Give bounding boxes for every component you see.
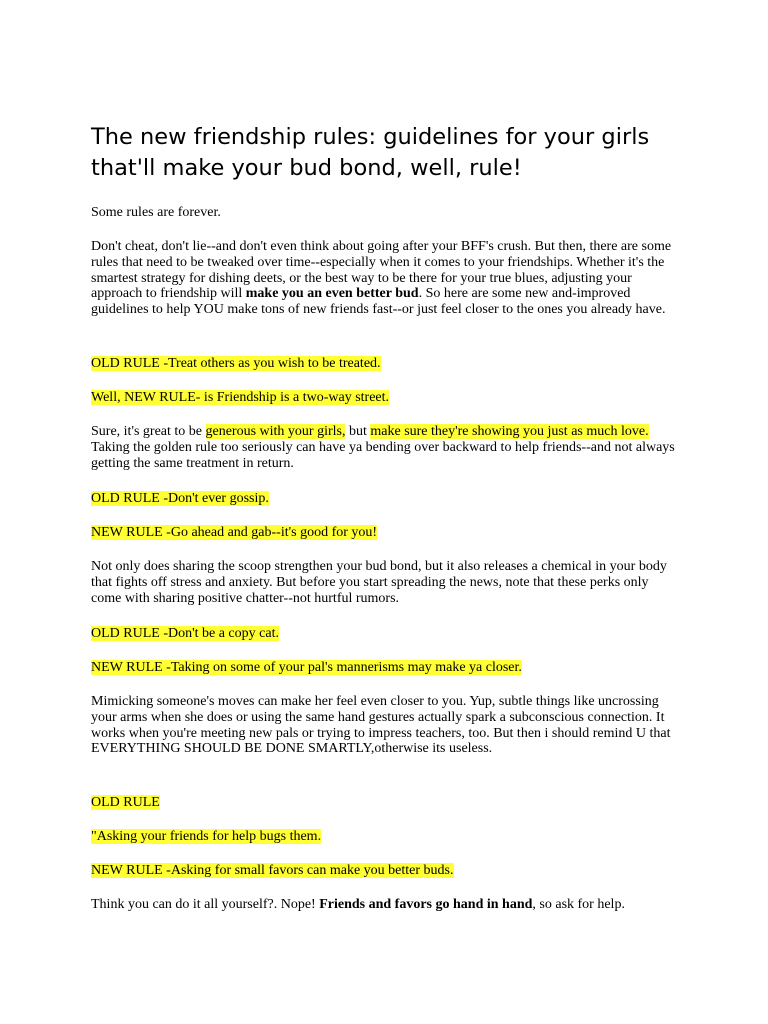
old-rule-2: [91, 491, 681, 507]
old-rule-3: [91, 626, 681, 642]
paragraph-favors: [91, 897, 681, 913]
paragraph-text: Taking the golden rule too seriously can have ya bending over backward to help friends--and not always getting the same treatment in return.: [91, 439, 675, 471]
paragraph-text: ,otherwise its useless.: [370, 741, 493, 757]
paragraph-text: Think you can do it all yourself?. Nope!: [91, 897, 320, 912]
old-rule-2-text: OLD RULE -Don't ever gossip.: [91, 491, 269, 506]
paragraph-text: Don't cheat, don't lie--and don't even think about going after your BFF's crush. But then, there are some rules that need to be tweaked over time--especially when it comes to your friendships. Whether it's the smartest strategy for dishing deets, or the best way to be there for your true blues, adjusting your approach to friendship will: [91, 239, 672, 302]
highlighted-phrase: generous with your girls,: [205, 424, 346, 439]
paragraph-gossip: Not only does sharing the scoop strengthen your bud bond, but it also releases a chemical in your body that fights off stress and anxiety. But before you start spreading the news, note that these perks only come with sharing positive chatter--not hurtful rumors.: [91, 559, 667, 606]
paragraph-text: Sure, it's great to be: [91, 424, 206, 439]
old-rule-1-text: OLD RULE -Treat others as you wish to be treated.: [91, 356, 381, 371]
bold-phrase: Friends and favors go hand in hand: [319, 897, 533, 912]
new-rule-3: [91, 660, 681, 676]
paragraph-text: EVERYTHING SHOULD BE DONE SMARTLY: [91, 741, 371, 757]
paragraph-text: Mimicking someone's moves can make her feel even closer to you. Yup, subtle things like uncrossing your arms when she does or using the same hand gestures actually spark a subconscious connection. It works when you're meeting new pals or trying to impress teachers, too. But then i should remind U that: [91, 694, 671, 741]
document-title: The new friendship rules: guidelines for your girls that'll make your bud bond, well, rule!: [91, 124, 650, 181]
old-rule-4-text: OLD RULE: [91, 795, 160, 810]
new-rule-1-text: Well, NEW RULE- is Friendship is a two-way street.: [91, 390, 390, 405]
paragraph-mimicking: [91, 694, 681, 757]
old-rule-4-quote: [91, 829, 681, 845]
paragraph-golden-rule: [91, 424, 681, 471]
new-rule-2: [91, 525, 681, 541]
new-rule-4: [91, 863, 681, 879]
new-rule-3-text: NEW RULE -Taking on some of your pal's mannerisms may make ya closer.: [91, 660, 522, 675]
old-rule-1: [91, 356, 681, 372]
paragraph-text: . So here are some new and-improved guidelines to help YOU make tons of new friends fast--or just feel closer to the ones you already have.: [91, 286, 666, 318]
new-rule-4-text: NEW RULE -Asking for small favors can make you better buds.: [91, 863, 454, 878]
bold-phrase: make you an even better bud: [245, 286, 419, 302]
paragraph-text: but: [345, 424, 371, 439]
highlighted-phrase: make sure they're showing you just as much love.: [370, 424, 649, 439]
new-rule-1: [91, 390, 681, 406]
paragraph-intro-rules: [91, 239, 681, 318]
intro-paragraph: Some rules are forever.: [91, 205, 221, 220]
old-rule-3-text: OLD RULE -Don't be a copy cat.: [91, 626, 279, 641]
old-rule-4: [91, 795, 681, 811]
old-rule-4-quote-text: "Asking your friends for help bugs them.: [91, 829, 322, 844]
paragraph-text: , so ask for help.: [532, 897, 625, 912]
new-rule-2-text: NEW RULE -Go ahead and gab--it's good for you!: [91, 525, 378, 540]
